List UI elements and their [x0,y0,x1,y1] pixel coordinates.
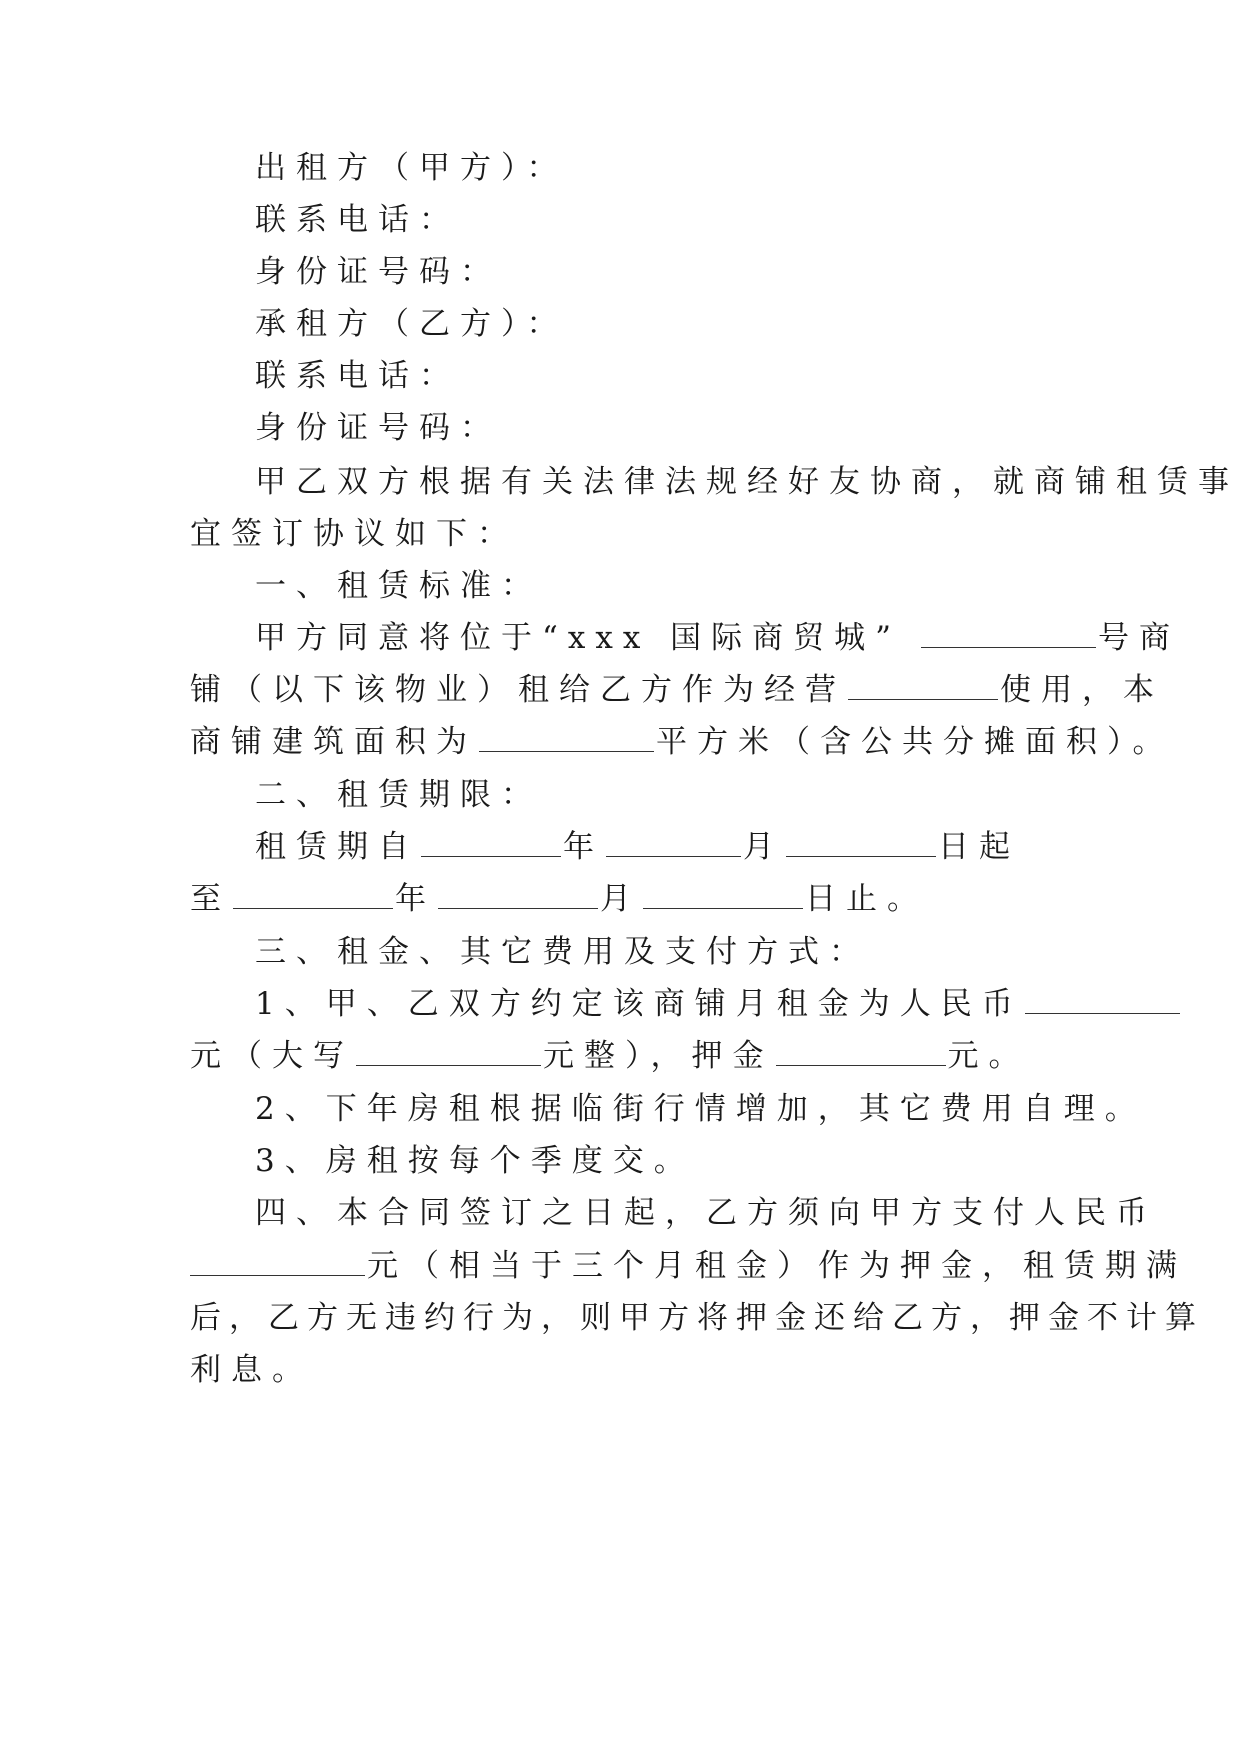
section-1-line-2-end: 使用，本 [1000,672,1164,708]
end-year-label: 年 [395,881,436,917]
start-month-label: 月 [743,829,784,865]
section-1-line-1-text: 甲方同意将位于“xxx 国际商贸城” [255,620,901,656]
lease-from-label: 租赁期自 [255,829,419,865]
section-2-heading: 二、租赁期限： [255,777,542,813]
section-1-line-3-text: 商铺建筑面积为 [190,724,477,760]
section-2-line-2 [190,879,1090,919]
section-3-item-3: 3、房租按每个季度交。 [255,1143,695,1179]
start-day-label: 日起 [938,829,1020,865]
monthly-rent-text: 1、甲、乙双方约定该商铺月租金为人民币 [255,986,1023,1022]
section-4-line-2-text: 元（相当于三个月租金）作为押金，租赁期满 [367,1248,1187,1284]
party-a-title: 出租方（甲方）： [255,150,568,186]
lease-to-label: 至 [190,881,231,917]
section-1-line-3 [190,722,1174,762]
intro-line-2: 宜签订协议如下： [190,516,518,552]
intro-line-1: 甲乙双方根据有关法律法规经好友协商，就商铺租赁事 [255,464,1239,500]
end-day-blank [643,882,803,909]
deposit-unit: 元。 [947,1038,1030,1074]
rent-in-words-label: 元（大写 [190,1038,354,1074]
section-1-heading: 一、租赁标准： [255,568,542,604]
section-4-line-4: 利息。 [190,1352,313,1388]
deposit-blank [776,1039,946,1066]
section-1-line-2 [190,670,1164,710]
party-b-id-number: 身份证号码： [255,410,501,446]
monthly-rent-blank [1025,987,1180,1014]
section-3-item-1-cont [190,1036,1090,1076]
business-use-blank [848,673,998,700]
section-1-line-3-end: 平方米（含公共分摊面积）。 [656,724,1174,760]
section-4-line-2 [190,1246,1187,1286]
start-day-blank [786,830,936,857]
deposit-amount-blank [190,1249,365,1276]
section-3-item-1 [255,984,1155,1024]
section-3-heading: 三、租金、其它费用及支付方式： [255,934,870,970]
section-2-line-1 [255,827,1155,867]
deposit-label: 元整），押金 [543,1038,774,1074]
section-3-item-2: 2、下年房租根据临街行情增加，其它费用自理。 [255,1091,1146,1127]
party-b-phone: 联系电话： [255,358,460,394]
party-a-phone: 联系电话： [255,202,460,238]
start-year-label: 年 [563,829,604,865]
shop-number-blank [921,621,1096,648]
party-a-id-number: 身份证号码： [255,254,501,290]
section-4-line-3: 后，乙方无违约行为，则甲方将押金还给乙方，押金不计算 [190,1300,1204,1336]
section-1-line-1 [255,618,1180,658]
section-1-line-1-end: 号商 [1098,620,1180,656]
end-month-blank [438,882,598,909]
start-month-blank [606,830,741,857]
end-month-label: 月 [600,881,641,917]
section-1-line-2-text: 铺（以下该物业）租给乙方作为经营 [190,672,846,708]
end-year-blank [233,882,393,909]
rent-in-words-blank [356,1039,541,1066]
end-day-label: 日止。 [805,881,928,917]
section-4-line-1: 四、本合同签订之日起，乙方须向甲方支付人民币 [255,1195,1157,1231]
party-b-title: 承租方（乙方）： [255,306,568,342]
area-blank [479,725,654,752]
start-year-blank [421,830,561,857]
